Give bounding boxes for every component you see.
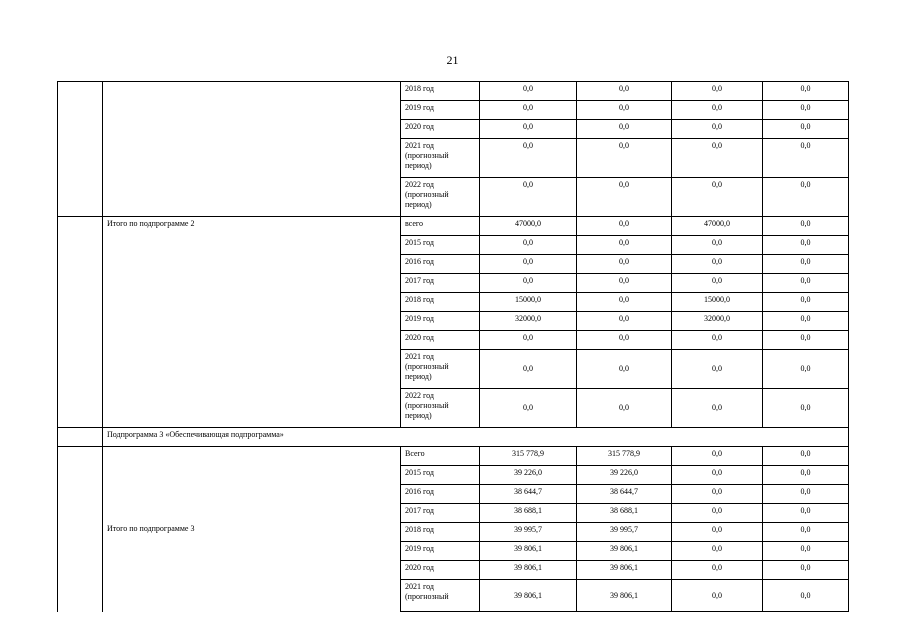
value-cell: 0,0 <box>480 331 577 350</box>
value-cell: 0,0 <box>577 389 672 428</box>
value-cell: 0,0 <box>763 504 849 523</box>
value-cell: 0,0 <box>672 350 763 389</box>
value-cell: 0,0 <box>480 255 577 274</box>
label-cell <box>103 82 401 217</box>
table-row <box>58 447 849 466</box>
value-cell: 0,0 <box>672 274 763 293</box>
budget-table <box>57 81 849 612</box>
value-cell: 0,0 <box>577 101 672 120</box>
value-cell: 0,0 <box>672 466 763 485</box>
value-cell: 39 806,1 <box>577 561 672 580</box>
value-cell: 0,0 <box>577 82 672 101</box>
value-cell: 0,0 <box>672 101 763 120</box>
value-cell: 0,0 <box>577 293 672 312</box>
value-cell: 39 226,0 <box>577 466 672 485</box>
value-cell: 0,0 <box>763 101 849 120</box>
value-cell: 38 644,7 <box>577 485 672 504</box>
value-cell: 0,0 <box>672 331 763 350</box>
value-cell: 0,0 <box>480 236 577 255</box>
number-cell <box>58 217 103 428</box>
value-cell: 0,0 <box>763 312 849 331</box>
table-row <box>58 82 849 101</box>
value-cell: 0,0 <box>672 542 763 561</box>
value-cell: 0,0 <box>763 542 849 561</box>
value-cell: 39 806,1 <box>480 580 577 612</box>
value-cell: 315 778,9 <box>577 447 672 466</box>
number-cell <box>58 447 103 612</box>
value-cell: 0,0 <box>763 466 849 485</box>
period-cell: 2021 год (прогнозный <box>401 580 480 612</box>
period-cell: 2020 год <box>401 561 480 580</box>
value-cell: 32000,0 <box>672 312 763 331</box>
value-cell: 38 688,1 <box>577 504 672 523</box>
subprogram3-heading: Подпрограмма 3 «Обеспечивающая подпрограмма» <box>103 428 849 447</box>
period-cell: 2017 год <box>401 274 480 293</box>
subprogram3-total-label: Итого по подпрограмме 3 <box>103 447 401 612</box>
period-cell: 2022 год (прогнозный период) <box>401 389 480 428</box>
value-cell: 0,0 <box>672 485 763 504</box>
value-cell: 0,0 <box>480 82 577 101</box>
value-cell: 0,0 <box>763 217 849 236</box>
value-cell: 39 806,1 <box>577 542 672 561</box>
value-cell: 0,0 <box>672 236 763 255</box>
value-cell: 0,0 <box>763 331 849 350</box>
value-cell: 0,0 <box>763 178 849 217</box>
period-cell: всего <box>401 217 480 236</box>
value-cell: 0,0 <box>763 82 849 101</box>
value-cell: 0,0 <box>763 447 849 466</box>
value-cell: 0,0 <box>480 120 577 139</box>
value-cell: 0,0 <box>763 120 849 139</box>
value-cell: 0,0 <box>672 178 763 217</box>
value-cell: 0,0 <box>763 561 849 580</box>
value-cell: 39 806,1 <box>577 580 672 612</box>
value-cell: 0,0 <box>763 139 849 178</box>
value-cell: 39 806,1 <box>480 542 577 561</box>
period-cell: 2018 год <box>401 82 480 101</box>
value-cell: 0,0 <box>672 580 763 612</box>
value-cell: 0,0 <box>672 139 763 178</box>
value-cell: 47000,0 <box>672 217 763 236</box>
table-row <box>58 217 849 236</box>
subprogram2-total-label: Итого по подпрограмме 2 <box>103 217 401 428</box>
value-cell: 0,0 <box>577 331 672 350</box>
value-cell: 315 778,9 <box>480 447 577 466</box>
value-cell: 0,0 <box>577 178 672 217</box>
period-cell: 2015 год <box>401 236 480 255</box>
table-row <box>58 428 849 447</box>
period-cell: 2018 год <box>401 293 480 312</box>
period-cell: 2021 год (прогнозный период) <box>401 350 480 389</box>
period-cell: 2016 год <box>401 485 480 504</box>
value-cell: 0,0 <box>763 389 849 428</box>
value-cell: 0,0 <box>480 389 577 428</box>
value-cell: 0,0 <box>672 447 763 466</box>
number-cell <box>58 428 103 447</box>
value-cell: 39 995,7 <box>577 523 672 542</box>
value-cell: 39 995,7 <box>480 523 577 542</box>
value-cell: 0,0 <box>480 274 577 293</box>
period-cell: 2019 год <box>401 312 480 331</box>
value-cell: 0,0 <box>672 523 763 542</box>
value-cell: 32000,0 <box>480 312 577 331</box>
value-cell: 0,0 <box>763 485 849 504</box>
value-cell: 0,0 <box>672 389 763 428</box>
period-cell: 2020 год <box>401 120 480 139</box>
period-cell: 2015 год <box>401 466 480 485</box>
value-cell: 0,0 <box>577 236 672 255</box>
value-cell: 0,0 <box>672 504 763 523</box>
value-cell: 0,0 <box>672 255 763 274</box>
value-cell: 0,0 <box>480 139 577 178</box>
value-cell: 0,0 <box>577 255 672 274</box>
value-cell: 0,0 <box>672 120 763 139</box>
value-cell: 47000,0 <box>480 217 577 236</box>
period-cell: 2020 год <box>401 331 480 350</box>
value-cell: 0,0 <box>763 236 849 255</box>
value-cell: 0,0 <box>672 82 763 101</box>
period-cell: 2021 год (прогнозный период) <box>401 139 480 178</box>
value-cell: 0,0 <box>577 217 672 236</box>
value-cell: 0,0 <box>577 350 672 389</box>
value-cell: 38 644,7 <box>480 485 577 504</box>
value-cell: 0,0 <box>763 350 849 389</box>
value-cell: 0,0 <box>577 312 672 331</box>
value-cell: 0,0 <box>480 101 577 120</box>
period-cell: 2019 год <box>401 101 480 120</box>
page-number: 21 <box>446 53 459 67</box>
value-cell: 0,0 <box>763 274 849 293</box>
value-cell: 39 806,1 <box>480 561 577 580</box>
period-cell: 2019 год <box>401 542 480 561</box>
value-cell: 0,0 <box>480 350 577 389</box>
value-cell: 0,0 <box>763 523 849 542</box>
value-cell: 0,0 <box>577 120 672 139</box>
value-cell: 0,0 <box>577 274 672 293</box>
number-cell <box>58 82 103 217</box>
value-cell: 38 688,1 <box>480 504 577 523</box>
value-cell: 0,0 <box>763 255 849 274</box>
value-cell: 39 226,0 <box>480 466 577 485</box>
value-cell: 0,0 <box>672 561 763 580</box>
value-cell: 15000,0 <box>480 293 577 312</box>
value-cell: 15000,0 <box>672 293 763 312</box>
period-cell: 2018 год <box>401 523 480 542</box>
period-cell: 2017 год <box>401 504 480 523</box>
value-cell: 0,0 <box>577 139 672 178</box>
value-cell: 0,0 <box>763 580 849 612</box>
value-cell: 0,0 <box>763 293 849 312</box>
period-cell: 2022 год (прогнозный период) <box>401 178 480 217</box>
value-cell: 0,0 <box>480 178 577 217</box>
period-cell: Всего <box>401 447 480 466</box>
period-cell: 2016 год <box>401 255 480 274</box>
